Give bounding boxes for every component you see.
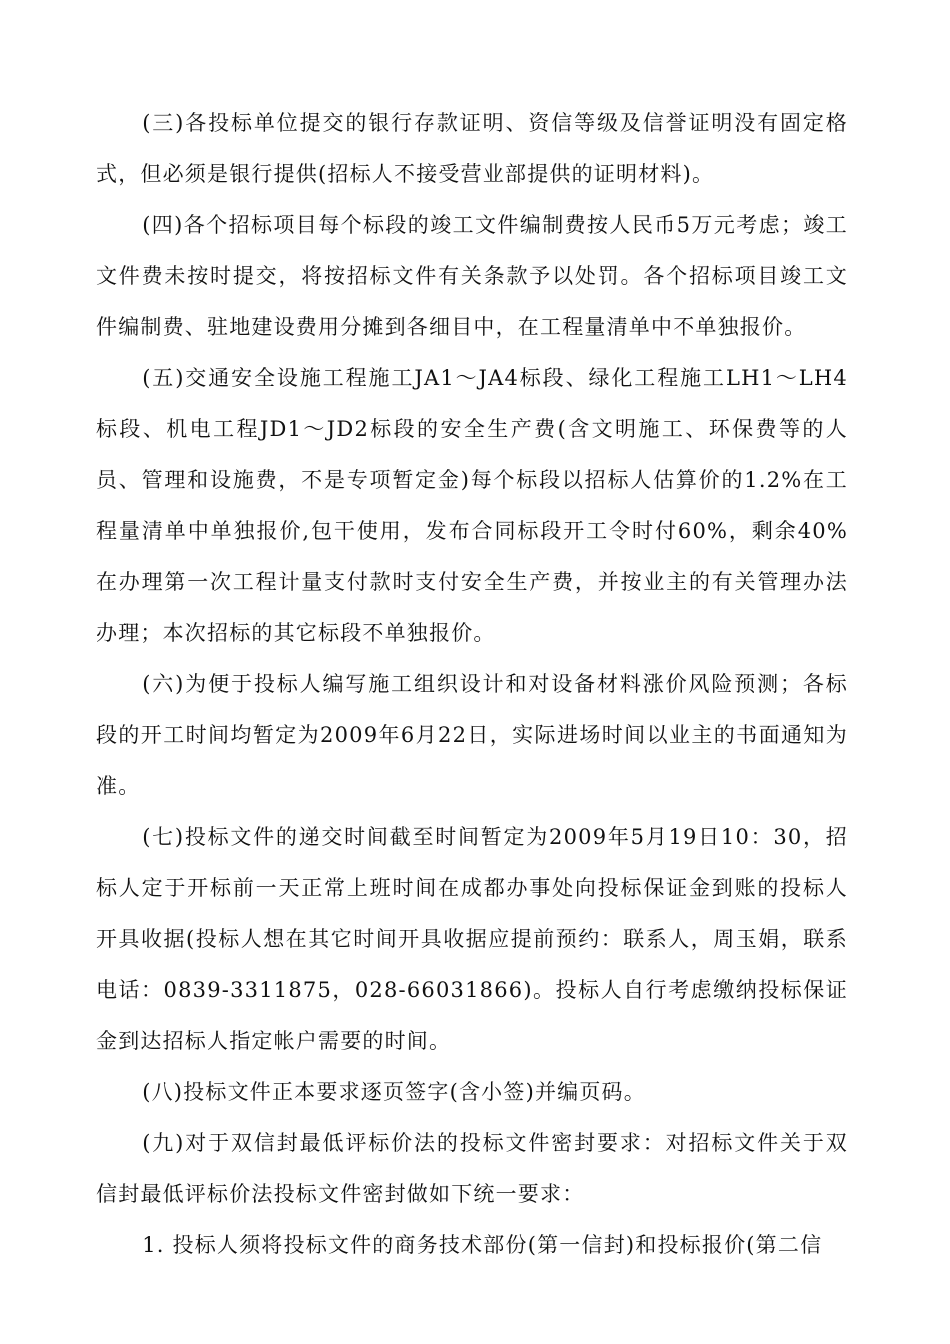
paragraph-7-submission-deadline: (七)投标文件的递交时间截至时间暂定为2009年5月19日10：30，招标人定于开标前一天正常上班时间在成都办事处向投标保证金到账的投标人开具收据(投标人想在其它时间开具收据应提前预约：联系人，周玉娟，联系电话：0839-3311875，028-66031866)。投标人自行考虑缴纳投标保证金到达招标人指定帐户需要的时间。 [96, 825, 848, 1053]
paragraph-9-item-1: 1. 投标人须将投标文件的商务技术部份(第一信封)和投标报价(第二信 [142, 1233, 823, 1257]
paragraph-8-signature-pagination: (八)投标文件正本要求逐页签字(含小签)并编页码。 [142, 1080, 646, 1104]
paragraph-5-safety-production-fee: (五)交通安全设施工程施工JA1～JA4标段、绿化工程施工LH1～LH4标段、机电工程JD1～JD2标段的安全生产费(含文明施工、环保费等的人员、管理和设施费，不是专项暂定金)每个标段以招标人估算价的1.2%在工程量清单中单独报价,包干使用，发布合同标段开工令时付60%，剩余40%在办理第一次工程计量支付款时支付安全生产费，并按业主的有关管理办法办理；本次招标的其它标段不单独报价。 [96, 366, 848, 645]
paragraph-4-completion-document-fee: (四)各个招标项目每个标段的竣工文件编制费按人民币5万元考虑；竣工文件费未按时提交，将按招标文件有关条款予以处罚。各个招标项目竣工文件编制费、驻地建设费用分摊到各细目中，在工程量清单中不单独报价。 [96, 213, 848, 339]
paragraph-3-bank-certificates: (三)各投标单位提交的银行存款证明、资信等级及信誉证明没有固定格式，但必须是银行提供(招标人不接受营业部提供的证明材料)。 [96, 111, 848, 186]
paragraph-6-start-date: (六)为便于投标人编写施工组织设计和对设备材料涨价风险预测；各标段的开工时间均暂定为2009年6月22日，实际进场时间以业主的书面通知为准。 [96, 672, 848, 798]
paragraph-9-sealing-requirements: (九)对于双信封最低评标价法的投标文件密封要求：对招标文件关于双信封最低评标价法投标文件密封做如下统一要求： [96, 1131, 848, 1206]
document-body [96, 98, 848, 1271]
